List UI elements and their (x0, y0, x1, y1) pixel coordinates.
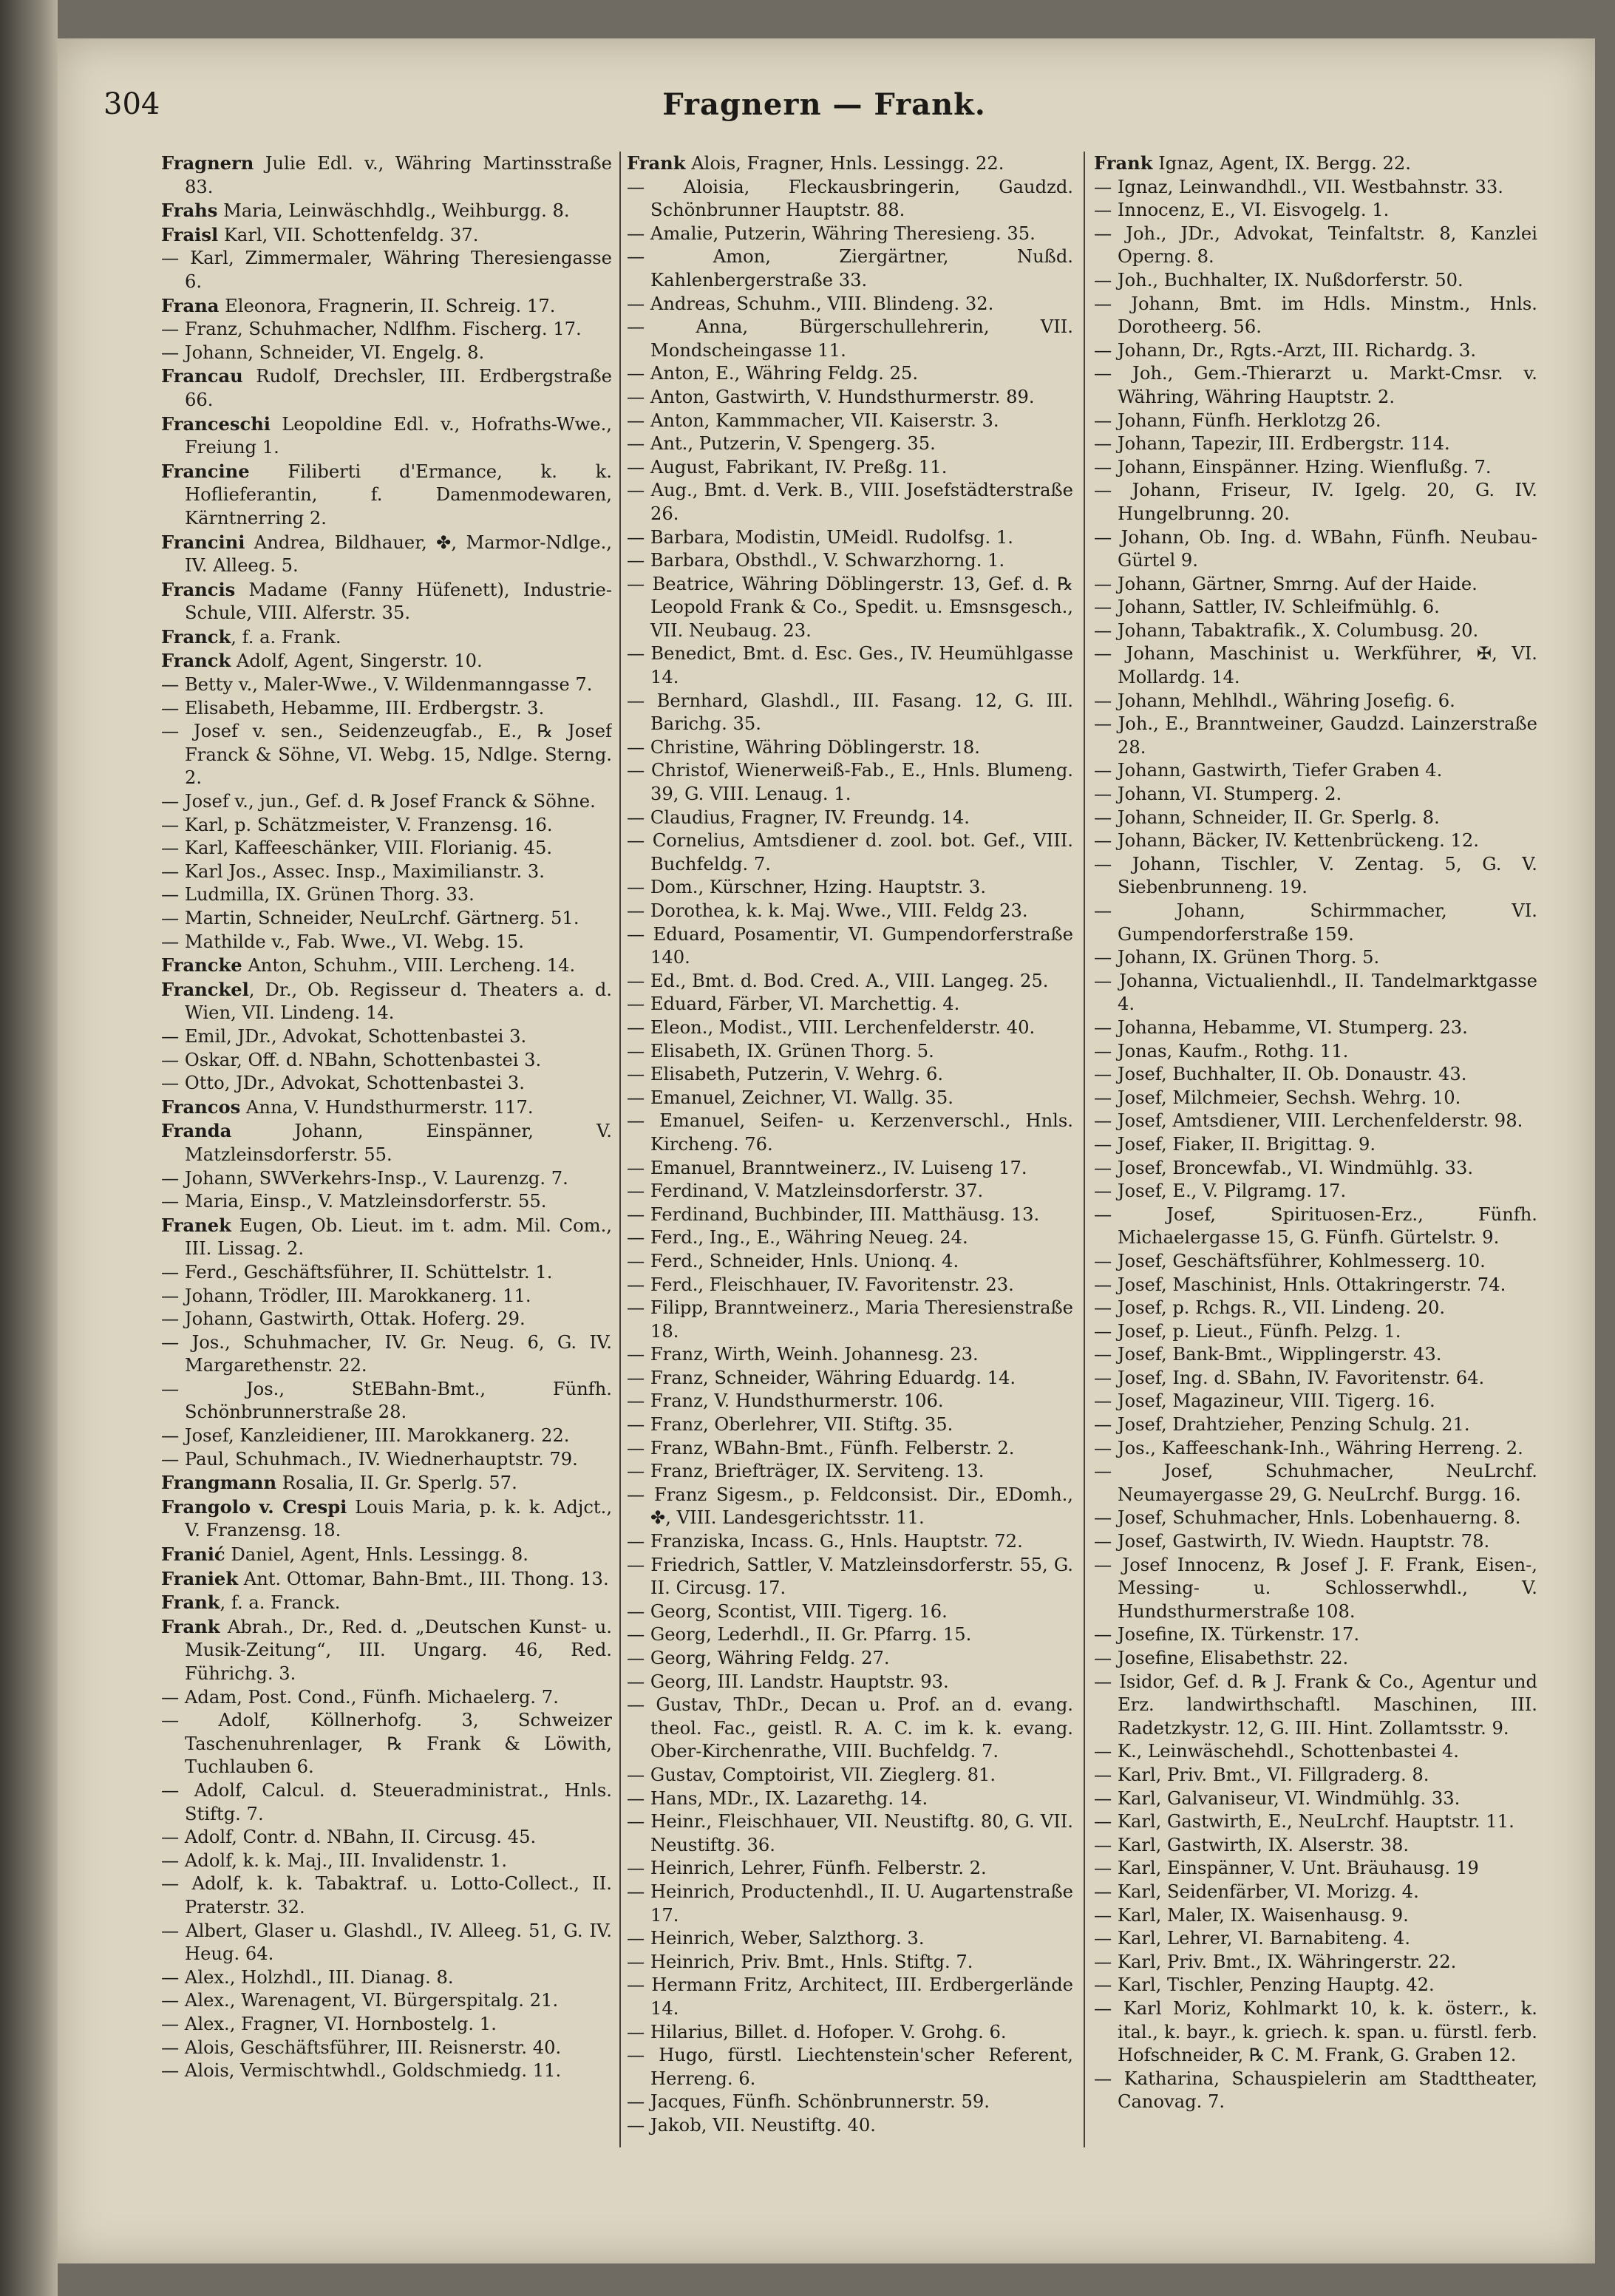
directory-entry: — Franz, Schuhmacher, Ndlfhm. Fischerg. 17. (161, 319, 582, 340)
directory-entry: — Aug., Bmt. d. Verk. B., VIII. Josefstädterstraße 26. (627, 480, 1073, 524)
directory-entry: — Josef, Ing. d. SBahn, IV. Favoritenstr. 64. (1094, 1367, 1485, 1388)
directory-column-1 (161, 152, 612, 2177)
directory-entry: — Jakob, VII. Neustiftg. 40. (627, 2114, 876, 2136)
directory-entry: — Johann, Sattler, IV. Schleifmühlg. 6. (1094, 597, 1440, 618)
directory-entry: — Johann, Ob. Ing. d. WBahn, Fünfh. Neubau-Gürtel 9. (1094, 526, 1537, 571)
directory-entry: — Karl, Priv. Bmt., IX. Währingerstr. 22. (1094, 1951, 1457, 1972)
directory-entry: — Josef, Milchmeier, Sechsh. Wehrg. 10. (1094, 1087, 1461, 1108)
directory-entry: — Anton, E., Währing Feldg. 25. (627, 363, 919, 384)
directory-entry: — Hans, MDr., IX. Lazarethg. 14. (627, 1787, 928, 1809)
directory-entry: — Christine, Währing Döblingerstr. 18. (627, 736, 980, 758)
directory-entry: — Friedrich, Sattler, V. Matzleinsdorferstr. 55, G. II. Circusg. 17. (627, 1554, 1073, 1599)
book-spine (0, 0, 58, 2296)
directory-entry: — Johann, Tapezir, III. Erdbergstr. 114. (1094, 433, 1450, 455)
surname-heading: Francau (161, 365, 243, 387)
directory-entry: — Franziska, Incass. G., Hnls. Hauptstr. 72. (627, 1531, 1023, 1552)
directory-entry: — Johann, SWVerkehrs-Insp., V. Laurenzg. 7. (161, 1167, 568, 1189)
surname-heading: Fragnern (161, 152, 254, 174)
directory-entry: — Alois, Geschäftsführer, III. Reisnerstr. 40. (161, 2037, 562, 2058)
column-rule (619, 152, 621, 2147)
directory-entry: — Eduard, Färber, VI. Marchettig. 4. (627, 994, 960, 1015)
directory-entry: — Josef, Schuhmacher, NeuLrchf. Neumayergasse 29, G. NeuLrchf. Burgg. 16. (1094, 1461, 1537, 1505)
directory-entry: — Filipp, Branntweinerz., Maria Theresienstraße 18. (627, 1297, 1073, 1342)
directory-entry: — Johann, Schneider, VI. Engelg. 8. (161, 342, 485, 363)
directory-entry: — Jonas, Kaufm., Rothg. 11. (1094, 1040, 1349, 1062)
directory-entry: — Ferdinand, Buchbinder, III. Matthäusg. 13. (627, 1203, 1040, 1225)
directory-entry: — Karl, Gastwirth, E., NeuLrchf. Hauptstr. 11. (1094, 1811, 1514, 1833)
directory-entry: — Karl, Maler, IX. Waisenhausg. 9. (1094, 1904, 1409, 1926)
directory-entry: — Karl, p. Schätzmeister, V. Franzensg. 16. (161, 814, 553, 835)
directory-entry: — Franz, Schneider, Währing Eduardg. 14. (627, 1367, 1016, 1388)
directory-entry: — Karl, Zimmermaler, Währing Theresiengasse 6. (161, 248, 612, 292)
surname-heading: Franek (161, 1214, 231, 1236)
directory-entry: — Adolf, Contr. d. NBahn, II. Circusg. 45. (161, 1827, 537, 1848)
directory-entry: — Elisabeth, IX. Grünen Thorg. 5. (627, 1040, 934, 1062)
surname-heading: Frank (1094, 152, 1153, 174)
directory-entry: — Innocenz, E., VI. Eisvogelg. 1. (1094, 200, 1390, 221)
directory-entry: — Jos., StEBahn-Bmt., Fünfh. Schönbrunnerstraße 28. (161, 1378, 612, 1423)
directory-entry: — Maria, Einsp., V. Matzleinsdorferstr. 55. (161, 1191, 547, 1212)
directory-entry: — Jacques, Fünfh. Schönbrunnerstr. 59. (627, 2091, 990, 2113)
directory-entry: Fragnern Julie Edl. v., Währing Martinsstraße 83. (161, 152, 612, 197)
surname-heading: Franceschi (161, 412, 271, 435)
directory-entry: — Johanna, Victualienhdl., II. Tandelmarktgasse 4. (1094, 970, 1537, 1015)
directory-entry: — Franz Sigesm., p. Feldconsist. Dir., EDomh., ✤, VIII. Landesgerichtsstr. 11. (627, 1484, 1073, 1529)
directory-entry: — Katharina, Schauspielerin am Stadttheater, Canovag. 7. (1094, 2068, 1537, 2113)
directory-entry: — Johanna, Hebamme, VI. Stumperg. 23. (1094, 1016, 1468, 1038)
directory-entry: — Ludmilla, IX. Grünen Thorg. 33. (161, 884, 475, 906)
surname-heading: Frank (627, 152, 686, 174)
directory-entry: — Johann, VI. Stumperg. 2. (1094, 784, 1342, 805)
directory-entry: — Karl, Lehrer, VI. Barnabiteng. 4. (1094, 1928, 1411, 1949)
surname-heading: Francine (161, 460, 250, 482)
directory-entry: — Georg, Scontist, VIII. Tigerg. 16. (627, 1600, 948, 1622)
directory-entry: — Anton, Kammmacher, VII. Kaiserstr. 3. (627, 410, 999, 431)
surname-heading: Frank (161, 1592, 220, 1614)
surname-heading: Frana (161, 294, 220, 316)
directory-entry: — Jos., Kaffeeschank-Inh., Währing Herreng. 2. (1094, 1437, 1523, 1458)
directory-entry: — Josef, Schuhmacher, Hnls. Lobenhauerng. 8. (1094, 1507, 1521, 1529)
directory-entry: — Josef, Fiaker, II. Brigittag. 9. (1094, 1133, 1376, 1155)
directory-entry: Francine Filiberti d'Ermance, k. k. Hoflieferantin, f. Damenmodewaren, Kärntnerring 2. (161, 460, 612, 529)
directory-entry: — Ferd., Schneider, Hnls. Unionq. 4. (627, 1250, 959, 1271)
directory-entry: — Georg, Währing Feldg. 27. (627, 1648, 890, 1668)
directory-entry: — Barbara, Obsthdl., V. Schwarzhorng. 1. (627, 550, 1005, 571)
page-header (103, 87, 1545, 139)
directory-entry: Frahs Maria, Leinwäschhdlg., Weihburgg. 8. (161, 200, 570, 222)
directory-entry: — Christof, Wienerweiß-Fab., E., Hnls. Blumeng. 39, G. VIII. Lenaug. 1. (627, 760, 1073, 805)
directory-entry: — Johann, Bmt. im Hdls. Minstm., Hnls. Dorotheerg. 56. (1094, 293, 1537, 338)
directory-entry: — Johann, Dr., Rgts.-Arzt, III. Richardg. 3. (1094, 339, 1477, 361)
directory-entry: — Karl, Einspänner, V. Unt. Bräuhausg. 19 (1094, 1858, 1479, 1879)
directory-entry: — Josef, Maschinist, Hnls. Ottakringerstr. 74. (1094, 1274, 1506, 1295)
directory-entry: — Heinrich, Priv. Bmt., Hnls. Stiftg. 7. (627, 1951, 973, 1972)
directory-entry: — Josef, Broncewfab., VI. Windmühlg. 33. (1094, 1157, 1474, 1178)
directory-entry: — Mathilde v., Fab. Wwe., VI. Webg. 15. (161, 931, 524, 952)
directory-entry: — Josef v. sen., Seidenzeugfab., E., ℞ Josef Franck & Söhne, VI. Webg. 15, Ndlge. Sterng. 2. (161, 721, 612, 789)
directory-entry: — Ferd., Geschäftsführer, II. Schüttelstr. 1. (161, 1261, 553, 1283)
directory-entry: — Johann, Gastwirth, Ottak. Hoferg. 29. (161, 1308, 526, 1330)
directory-entry: — Ferd., Ing., E., Währing Neueg. 24. (627, 1227, 968, 1249)
directory-entry: Fraisl Karl, VII. Schottenfeldg. 37. (161, 223, 479, 245)
directory-entry: Franiek Ant. Ottomar, Bahn-Bmt., III. Thong. 13. (161, 1567, 609, 1589)
running-title: Fragnern — Frank. (662, 87, 986, 122)
directory-entry: — Amalie, Putzerin, Währing Theresieng. 35. (627, 223, 1036, 244)
directory-entry: — Heinrich, Lehrer, Fünfh. Felberstr. 2. (627, 1858, 987, 1879)
directory-entry: — Josef, Amtsdiener, VIII. Lerchenfelderstr. 98. (1094, 1110, 1523, 1132)
directory-entry: — Alex., Holzhdl., III. Dianag. 8. (161, 1966, 454, 1988)
directory-entry: — August, Fabrikant, IV. Preßg. 11. (627, 456, 948, 478)
directory-entry: — Emanuel, Zeichner, VI. Wallg. 35. (627, 1087, 953, 1108)
surname-heading: Franck (161, 650, 231, 672)
directory-entry: — Johann, Tischler, V. Zentag. 5, G. V. Siebenbrunneng. 19. (1094, 853, 1537, 898)
surname-heading: Frahs (161, 200, 218, 222)
directory-entry: — Joh., Buchhalter, IX. Nußdorferstr. 50. (1094, 269, 1463, 291)
directory-entry: — Karl, Kaffeeschänker, VIII. Florianig. 45. (161, 838, 553, 859)
directory-entry: — Johann, Schneider, II. Gr. Sperlg. 8. (1094, 806, 1440, 828)
directory-entry: — Franz, Oberlehrer, VII. Stiftg. 35. (627, 1414, 953, 1436)
directory-entry: — Johann, Trödler, III. Marokkanerg. 11. (161, 1285, 531, 1306)
directory-entry: Frangolo v. Crespi Louis Maria, p. k. k. Adjct., V. Franzensg. 18. (161, 1495, 612, 1541)
directory-entry: — Jos., Schuhmacher, IV. Gr. Neug. 6, G. IV. Margarethenstr. 22. (161, 1331, 612, 1376)
directory-entry: — Karl, Tischler, Penzing Hauptg. 42. (1094, 1974, 1435, 1996)
surname-heading: Francis (161, 578, 236, 600)
directory-entry: — Josefine, IX. Türkenstr. 17. (1094, 1624, 1360, 1645)
surname-heading: Frangmann (161, 1472, 277, 1494)
surname-heading: Frank (161, 1615, 220, 1637)
directory-entry: — Adolf, k. k. Maj., III. Invalidenstr. 1. (161, 1850, 508, 1871)
directory-entry: — Johann, Bäcker, IV. Kettenbrückeng. 12. (1094, 830, 1479, 852)
directory-entry: — Josef, Kanzleidiener, III. Marokkanerg. 22. (161, 1425, 570, 1447)
directory-entry: — Joh., Gem.-Thierarzt u. Markt-Cmsr. v. Währing, Währing Hauptstr. 2. (1094, 363, 1537, 407)
directory-entry: Frank Ignaz, Agent, IX. Bergg. 22. (1094, 152, 1411, 174)
directory-entry: — Alois, Vermischtwhdl., Goldschmiedg. 11. (161, 2060, 562, 2082)
directory-entry: — Georg, Lederhdl., II. Gr. Pfarrg. 15. (627, 1624, 972, 1645)
directory-entry: Francke Anton, Schuhm., VIII. Lercheng. 14. (161, 954, 576, 977)
directory-entry: — Benedict, Bmt. d. Esc. Ges., IV. Heumühlgasse 14. (627, 643, 1073, 688)
directory-entry: — Bernhard, Glashdl., III. Fasang. 12, G. III. Barichg. 35. (627, 690, 1073, 735)
directory-column-2 (627, 152, 1073, 2177)
surname-heading: Francke (161, 954, 242, 977)
directory-entry: Franck, f. a. Frank. (161, 625, 341, 648)
surname-heading: Fraisl (161, 223, 219, 245)
directory-entry: — Karl Jos., Assec. Insp., Maximilianstr. 3. (161, 860, 545, 882)
directory-entry: — Oskar, Off. d. NBahn, Schottenbastei 3. (161, 1049, 542, 1070)
directory-entry: — Josef Innocenz, ℞ Josef J. F. Frank, Eisen-, Messing- u. Schlosserwhdl., V. Hundsthurmerstraße 108. (1094, 1554, 1537, 1622)
directory-entry: — Emanuel, Branntweinerz., IV. Luiseng 17. (627, 1157, 1027, 1178)
surname-heading: Franiek (161, 1567, 239, 1589)
directory-entry: — Karl, Priv. Bmt., VI. Fillgraderg. 8. (1094, 1764, 1429, 1785)
directory-entry: — Ferd., Fleischhauer, IV. Favoritenstr. 23. (627, 1274, 1014, 1295)
directory-entry: — Johann, Maschinist u. Werkführer, ✠, VI. Mollardg. 14. (1094, 643, 1537, 688)
directory-entry: — Hugo, fürstl. Liechtenstein'scher Referent, Herreng. 6. (627, 2045, 1073, 2089)
directory-entry: — Beatrice, Währing Döblingerstr. 13, Gef. d. ℞ Leopold Frank & Co., Spedit. u. Emsnsgesch., VII. Neubaug. 23. (627, 573, 1073, 641)
directory-entry: Frank, f. a. Franck. (161, 1592, 341, 1614)
directory-entry: — Claudius, Fragner, IV. Freundg. 14. (627, 806, 970, 828)
directory-entry: — Josefine, Elisabethstr. 22. (1094, 1648, 1349, 1668)
directory-entry: — Karl, Gastwirth, IX. Alserstr. 38. (1094, 1834, 1410, 1855)
directory-entry: — Barbara, Modistin, UMeidl. Rudolfsg. 1. (627, 526, 1013, 548)
surname-heading: Francini (161, 531, 245, 553)
directory-entry: Frank Alois, Fragner, Hnls. Lessingg. 22. (627, 152, 1004, 174)
directory-entry: — Joh., JDr., Advokat, Teinfaltstr. 8, Kanzlei Operng. 8. (1094, 223, 1537, 268)
directory-entry: — Hermann Fritz, Architect, III. Erdbergerlände 14. (627, 1974, 1073, 2019)
column-rule (1084, 152, 1085, 2147)
directory-entry: — Johann, Schirmmacher, VI. Gumpendorferstraße 159. (1094, 900, 1537, 945)
directory-entry: — Ferdinand, V. Matzleinsdorferstr. 37. (627, 1181, 984, 1202)
directory-entry: — Franz, Wirth, Weinh. Johannesg. 23. (627, 1344, 979, 1365)
directory-entry: — Josef, p. Rchgs. R., VII. Lindeng. 20. (1094, 1297, 1446, 1319)
surname-heading: Franda (161, 1120, 232, 1142)
directory-entry: — Elisabeth, Putzerin, V. Wehrg. 6. (627, 1064, 944, 1085)
directory-entry: Frangmann Rosalia, II. Gr. Sperlg. 57. (161, 1472, 517, 1494)
directory-entry: — Josef, Magazineur, VIII. Tigerg. 16. (1094, 1390, 1435, 1412)
directory-entry: — Adam, Post. Cond., Fünfh. Michaelerg. 7. (161, 1686, 559, 1708)
surname-heading: Franić (161, 1543, 225, 1566)
directory-entry: — Josef, Gastwirth, IV. Wiedn. Hauptstr. 78. (1094, 1531, 1490, 1552)
directory-entry: — Anton, Gastwirth, V. Hundsthurmerstr. 89. (627, 386, 1035, 407)
directory-entry: — Betty v., Maler-Wwe., V. Wildenmanngasse 7. (161, 674, 593, 696)
directory-entry: Francis Madame (Fanny Hüfenett), Industrie-Schule, VIII. Alferstr. 35. (161, 578, 612, 624)
directory-entry: — Hilarius, Billet. d. Hofoper. V. Grohg. 6. (627, 2021, 1007, 2042)
directory-entry: — Elisabeth, Hebamme, III. Erdbergstr. 3. (161, 697, 545, 719)
directory-entry: — Emil, JDr., Advokat, Schottenbastei 3. (161, 1025, 527, 1047)
directory-entry: — Ed., Bmt. d. Bod. Cred. A., VIII. Langeg. 25. (627, 970, 1049, 991)
directory-entry: — K., Leinwäschehdl., Schottenbastei 4. (1094, 1741, 1459, 1762)
directory-entry: — Johann, Mehlhdl., Währing Josefig. 6. (1094, 690, 1455, 711)
directory-entry: — Josef v., jun., Gef. d. ℞ Josef Franck & Söhne. (161, 791, 596, 812)
directory-column-3 (1094, 152, 1537, 2177)
directory-entry: — Dom., Kürschner, Hzing. Hauptstr. 3. (627, 877, 987, 898)
directory-entry: — Josef, Bank-Bmt., Wipplingerstr. 43. (1094, 1344, 1442, 1365)
directory-entry: — Gustav, ThDr., Decan u. Prof. an d. evang. theol. Fac., geistl. R. A. C. im k. k. evang. Ober-Kirchenrathe, VIII. Buchfeldg. 7. (627, 1694, 1073, 1762)
directory-entry: — Albert, Glaser u. Glashdl., IV. Alleeg. 51, G. IV. Heug. 64. (161, 1920, 612, 1965)
directory-entry: — Heinrich, Weber, Salzthorg. 3. (627, 1928, 925, 1949)
directory-entry: — Isidor, Gef. d. ℞ J. Frank & Co., Agentur und Erz. landwirthschaftl. Maschinen, III. Radetzkystr. 12, G. III. Hint. Zollamtsstr. 9. (1094, 1671, 1537, 1739)
directory-entry: Franda Johann, Einspänner, V. Matzleinsdorferstr. 55. (161, 1120, 612, 1165)
directory-entry: — Adolf, Calcul. d. Steueradministrat., Hnls. Stiftg. 7. (161, 1779, 612, 1824)
directory-entry: — Gustav, Comptoirist, VII. Zieglerg. 81. (627, 1764, 996, 1785)
directory-entry: — Otto, JDr., Advokat, Schottenbastei 3. (161, 1073, 525, 1094)
page-number: 304 (103, 87, 160, 121)
directory-entry: — Aloisia, Fleckausbringerin, Gaudzd. Schönbrunner Hauptstr. 88. (627, 176, 1073, 221)
directory-entry: Franek Eugen, Ob. Lieut. im t. adm. Mil. Com., III. Lissag. 2. (161, 1214, 612, 1260)
directory-entry: — Alex., Fragner, VI. Hornbostelg. 1. (161, 2013, 497, 2034)
directory-entry: — Andreas, Schuhm., VIII. Blindeng. 32. (627, 293, 994, 314)
directory-entry: — Josef, Drahtzieher, Penzing Schulg. 21. (1094, 1414, 1470, 1436)
directory-entry: — Karl, Seidenfärber, VI. Morizg. 4. (1094, 1881, 1419, 1902)
directory-entry: — Heinrich, Productenhdl., II. U. Augartenstraße 17. (627, 1881, 1073, 1926)
directory-entry: Franceschi Leopoldine Edl. v., Hofraths-Wwe., Freiung 1. (161, 412, 612, 458)
directory-entry: — Josef, Geschäftsführer, Kohlmesserg. 10. (1094, 1250, 1486, 1271)
directory-entry: Franck Adolf, Agent, Singerstr. 10. (161, 650, 483, 672)
directory-entry: — Josef, Spirituosen-Erz., Fünfh. Michaelergasse 15, G. Fünfh. Gürtelstr. 9. (1094, 1203, 1537, 1249)
directory-entry: — Franz, Briefträger, IX. Serviteng. 13. (627, 1461, 985, 1482)
directory-entry: — Martin, Schneider, NeuLrchf. Gärtnerg. 51. (161, 908, 579, 928)
directory-entry: — Josef, E., V. Pilgramg. 17. (1094, 1181, 1347, 1202)
surname-heading: Franckel (161, 978, 249, 1000)
directory-entry: — Dorothea, k. k. Maj. Wwe., VIII. Feldg 23. (627, 900, 1028, 921)
directory-entry: Francau Rudolf, Drechsler, III. Erdbergstraße 66. (161, 365, 612, 410)
directory-entry: — Heinr., Fleischhauer, VII. Neustiftg. 80, G. VII. Neustiftg. 36. (627, 1811, 1073, 1855)
directory-entry: — Josef, Buchhalter, II. Ob. Donaustr. 43. (1094, 1064, 1467, 1085)
directory-entry: — Eduard, Posamentir, VI. Gumpendorferstraße 140. (627, 923, 1073, 968)
directory-entry: Frank Abrah., Dr., Red. d. „Deutschen Kunst- u. Musik-Zeitung“, III. Ungarg. 46, Red. Führichg. 3. (161, 1615, 612, 1684)
directory-entry: — Cornelius, Amtsdiener d. zool. bot. Gef., VIII. Buchfeldg. 7. (627, 830, 1073, 874)
directory-entry: — Karl Moriz, Kohlmarkt 10, k. k. österr., k. ital., k. bayr., k. griech. k. span. u. fürstl. ferb. Hofschneider, ℞ C. M. Frank, G. Graben 12. (1094, 1997, 1537, 2066)
directory-entry: — Johann, Fünfh. Herklotzg 26. (1094, 410, 1381, 431)
directory-entry: — Ignaz, Leinwandhdl., VII. Westbahnstr. 33. (1094, 176, 1503, 197)
directory-entry: Franckel, Dr., Ob. Regisseur d. Theaters a. d. Wien, VII. Lindeng. 14. (161, 978, 612, 1024)
directory-entry: — Emanuel, Seifen- u. Kerzenverschl., Hnls. Kircheng. 76. (627, 1110, 1073, 1155)
directory-entry: Frana Eleonora, Fragnerin, II. Schreig. 17. (161, 294, 556, 316)
directory-entry: — Amon, Ziergärtner, Nußd. Kahlenbergerstraße 33. (627, 246, 1073, 291)
directory-entry: — Franz, WBahn-Bmt., Fünfh. Felberstr. 2. (627, 1437, 1015, 1458)
directory-entry: — Johann, Gastwirth, Tiefer Graben 4. (1094, 760, 1443, 781)
surname-heading: Francos (161, 1096, 241, 1118)
directory-entry: — Johann, Einspänner. Hzing. Wienflußg. 7. (1094, 456, 1492, 478)
directory-entry: — Karl, Galvaniseur, VI. Windmühlg. 33. (1094, 1787, 1461, 1809)
directory-entry: Franić Daniel, Agent, Hnls. Lessingg. 8. (161, 1543, 528, 1566)
directory-entry: — Adolf, k. k. Tabaktraf. u. Lotto-Collect., II. Praterstr. 32. (161, 1873, 612, 1918)
directory-entry: Francos Anna, V. Hundsthurmerstr. 117. (161, 1096, 534, 1118)
directory-entry: — Franz, V. Hundsthurmerstr. 106. (627, 1390, 944, 1412)
surname-heading: Frangolo v. Crespi (161, 1495, 347, 1518)
directory-entry: — Johann, Friseur, IV. Igelg. 20, G. IV. Hungelbrunng. 20. (1094, 480, 1537, 524)
directory-entry: — Johann, Tabaktrafik., X. Columbusg. 20. (1094, 619, 1479, 641)
directory-entry: — Joh., E., Branntweiner, Gaudzd. Lainzerstraße 28. (1094, 713, 1537, 758)
directory-entry: — Alex., Warenagent, VI. Bürgerspitalg. 21. (161, 1990, 559, 2011)
directory-entry: — Adolf, Köllnerhofg. 3, Schweizer Taschenuhrenlager, ℞ Frank & Löwith, Tuchlauben 6. (161, 1710, 612, 1778)
surname-heading: Franck (161, 625, 231, 648)
directory-entry: — Johann, IX. Grünen Thorg. 5. (1094, 947, 1380, 968)
directory-entry: — Johann, Gärtner, Smrng. Auf der Haide. (1094, 573, 1478, 594)
directory-entry: — Josef, p. Lieut., Fünfh. Pelzg. 1. (1094, 1320, 1401, 1342)
directory-entry: — Ant., Putzerin, V. Spengerg. 35. (627, 433, 936, 455)
directory-entry: Francini Andrea, Bildhauer, ✤, Marmor-Ndlge., IV. Alleeg. 5. (161, 531, 612, 577)
directory-entry: — Georg, III. Landstr. Hauptstr. 93. (627, 1671, 949, 1692)
directory-entry: — Eleon., Modist., VIII. Lerchenfelderstr. 40. (627, 1016, 1036, 1038)
directory-entry: — Paul, Schuhmach., IV. Wiednerhauptstr. 79. (161, 1448, 578, 1470)
directory-entry: — Anna, Bürgerschullehrerin, VII. Mondscheingasse 11. (627, 316, 1073, 361)
